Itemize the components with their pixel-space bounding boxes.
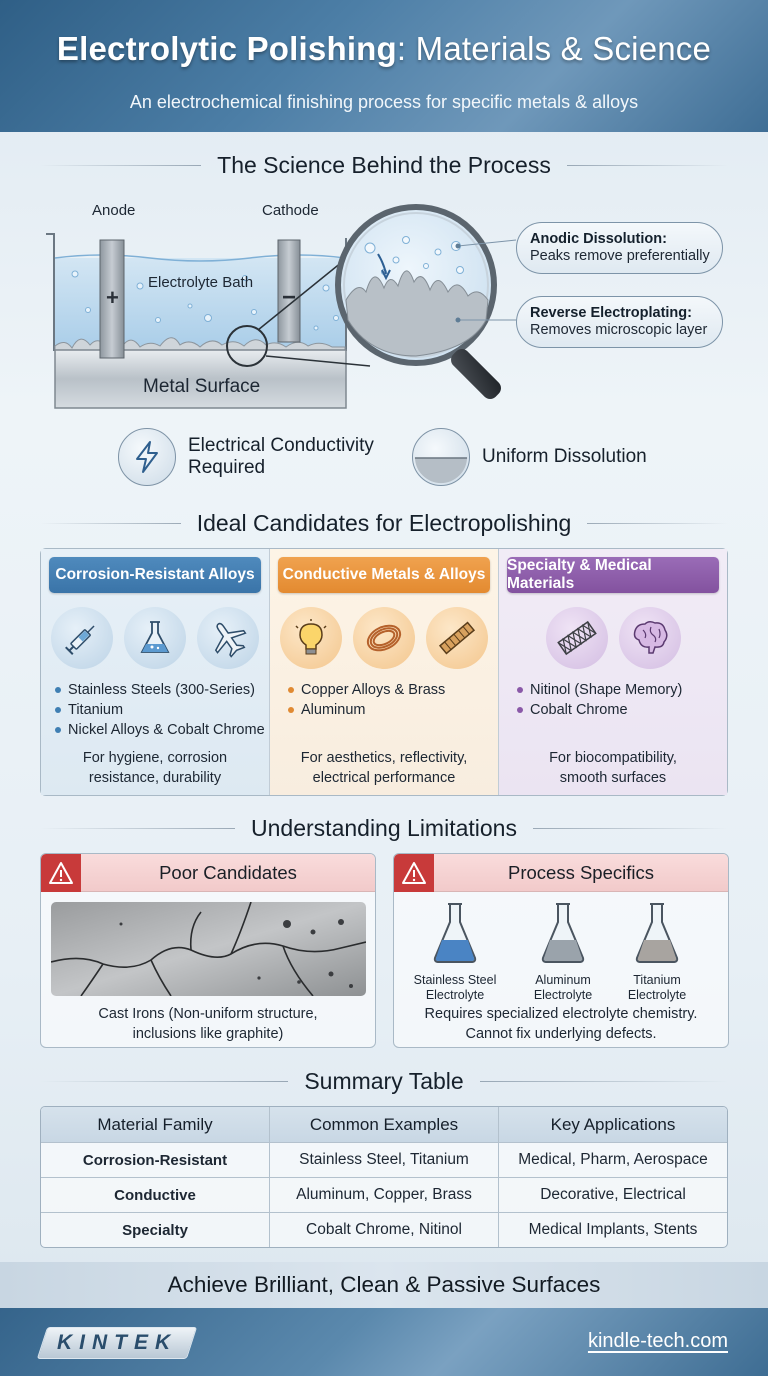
list-item: Nickel Alloys & Cobalt Chrome xyxy=(55,720,265,740)
warning-icon xyxy=(41,854,81,892)
anodic-dissolution-callout xyxy=(516,222,723,274)
electrolyte-bath-label: Electrolyte Bath xyxy=(148,274,254,291)
limitations-heading-text: Understanding Limitations xyxy=(251,814,517,841)
corrosion-resistant-footer xyxy=(41,748,269,788)
table-header-row xyxy=(41,1107,727,1142)
list-item: Titanium xyxy=(55,700,265,720)
title-bold: Electrolytic Polishing xyxy=(56,30,397,67)
airplane-icon xyxy=(197,607,259,669)
corrosion-resistant-title: Corrosion-Resistant Alloys xyxy=(49,557,261,593)
website-link[interactable]: kindle-tech.com xyxy=(587,1330,728,1352)
process-specifics-panel xyxy=(393,853,729,1048)
science-heading-text: The Science Behind the Process xyxy=(217,151,551,178)
table-row xyxy=(41,1212,727,1247)
flask-icon xyxy=(632,900,682,966)
flask-label: Stainless Steel xyxy=(413,973,497,987)
conductivity-feature xyxy=(118,428,374,486)
page-title xyxy=(0,30,768,68)
flask-label: Aluminum xyxy=(535,973,591,987)
flask-label: Electrolyte xyxy=(533,988,593,1002)
page-subtitle: An electrochemical finishing process for specific metals & alloys xyxy=(129,92,639,112)
anode-plus-sign: + xyxy=(106,285,119,310)
callout-desc: Peaks remove preferentially xyxy=(530,248,710,264)
list-item: Cobalt Chrome xyxy=(517,700,682,720)
anode-label: Anode xyxy=(92,202,136,219)
summary-heading-text: Summary Table xyxy=(304,1067,464,1094)
table-row xyxy=(41,1177,727,1212)
table-header-cell: Common Examples xyxy=(269,1107,498,1142)
summary-heading xyxy=(40,1066,728,1096)
footer-line: Cannot fix underlying defects. xyxy=(465,1026,657,1042)
footer-line: resistance, durability xyxy=(88,770,222,786)
flask-label: Titanium xyxy=(633,973,681,987)
specialty-title: Specialty & Medical Materials xyxy=(507,557,719,593)
list-item: Aluminum xyxy=(288,700,445,720)
uniform-dissolution-feature xyxy=(412,428,647,486)
flask-icon xyxy=(538,900,588,966)
footer-line: For hygiene, corrosion xyxy=(82,750,228,766)
footer-line: electrical performance xyxy=(312,770,456,786)
table-cell: Corrosion-Resistant xyxy=(82,1151,228,1169)
table-cell: Aluminum, Copper, Brass xyxy=(269,1178,498,1212)
list-item: Stainless Steels (300-Series) xyxy=(55,680,265,700)
limitations-heading xyxy=(40,813,728,843)
brain-icon xyxy=(619,607,681,669)
callout-title: Anodic Dissolution: xyxy=(530,231,667,247)
process-specifics-footer xyxy=(394,1004,728,1044)
feature-line: Electrical Conductivity xyxy=(188,435,374,456)
footer-line: inclusions like graphite) xyxy=(132,1026,284,1042)
table-cell: Decorative, Electrical xyxy=(498,1178,727,1212)
list-item: Copper Alloys & Brass xyxy=(288,680,445,700)
footer-line: For aesthetics, reflectivity, xyxy=(300,750,468,766)
summary-table xyxy=(40,1106,728,1248)
specialty-column xyxy=(499,549,727,795)
callout-desc: Removes microscopic layer xyxy=(530,322,708,338)
cathode-label: Cathode xyxy=(262,202,319,219)
kintek-logo[interactable] xyxy=(37,1327,197,1359)
title-rest: : Materials & Science xyxy=(396,30,712,67)
syringe-icon xyxy=(51,607,113,669)
process-specifics-header xyxy=(394,854,728,892)
conductive-column xyxy=(270,549,499,795)
metal-surface-label: Metal Surface xyxy=(143,376,261,397)
lightning-icon xyxy=(118,428,176,486)
poor-candidates-header xyxy=(41,854,375,892)
specialty-list xyxy=(517,680,682,720)
footer-line: smooth surfaces xyxy=(559,770,667,786)
table-cell: Medical Implants, Stents xyxy=(498,1213,727,1247)
process-specifics-title: Process Specifics xyxy=(508,862,654,883)
footer xyxy=(0,1308,768,1376)
footer-line: Cast Irons (Non-uniform structure, xyxy=(98,1006,318,1022)
table-row xyxy=(41,1142,727,1177)
corrosion-resistant-column xyxy=(41,549,270,795)
logo-text: KINTEK xyxy=(56,1331,178,1354)
table-header-cell: Material Family xyxy=(97,1114,213,1134)
conductivity-text xyxy=(188,435,374,479)
warning-icon xyxy=(394,854,434,892)
uniform-dissolution-icon xyxy=(412,428,470,486)
copper-coil-icon xyxy=(353,607,415,669)
uniform-dissolution-text: Uniform Dissolution xyxy=(482,446,647,467)
tagline-banner: Achieve Brilliant, Clean & Passive Surfaces xyxy=(0,1262,768,1308)
cast-iron-texture-image xyxy=(51,902,366,996)
table-cell: Stainless Steel, Titanium xyxy=(269,1143,498,1177)
poor-candidates-title: Poor Candidates xyxy=(159,862,297,883)
table-header-cell: Key Applications xyxy=(498,1107,727,1142)
corrosion-resistant-list xyxy=(55,680,265,740)
table-cell: Specialty xyxy=(122,1221,188,1239)
table-cell: Medical, Pharm, Aerospace xyxy=(498,1143,727,1177)
flask-icon xyxy=(430,900,480,966)
specialty-footer xyxy=(499,748,727,788)
flask-label: Electrolyte xyxy=(627,988,687,1002)
science-heading xyxy=(40,150,728,180)
conductive-footer xyxy=(270,748,498,788)
candidates-heading-text: Ideal Candidates for Electropolishing xyxy=(196,509,572,536)
candidates-heading xyxy=(40,508,728,538)
feature-line: Required xyxy=(188,457,266,478)
busbar-icon xyxy=(426,607,488,669)
table-cell: Conductive xyxy=(114,1186,196,1204)
conductive-list xyxy=(288,680,445,720)
reverse-electroplating-callout xyxy=(516,296,723,348)
list-item: Nitinol (Shape Memory) xyxy=(517,680,682,700)
stent-icon xyxy=(546,607,608,669)
table-cell: Cobalt Chrome, Nitinol xyxy=(269,1213,498,1247)
titanium-electrolyte-flask xyxy=(612,900,702,1003)
conductive-title: Conductive Metals & Alloys xyxy=(278,557,490,593)
footer-line: Requires specialized electrolyte chemistry. xyxy=(424,1006,698,1022)
aluminum-electrolyte-flask xyxy=(518,900,608,1003)
poor-candidates-panel xyxy=(40,853,376,1048)
lightbulb-icon xyxy=(280,607,342,669)
flask-icon xyxy=(124,607,186,669)
stainless-electrolyte-flask xyxy=(410,900,500,1003)
candidates-panel xyxy=(40,548,728,796)
poor-candidates-footer xyxy=(41,1004,375,1044)
callout-title: Reverse Electroplating: xyxy=(530,305,692,321)
flask-label: Electrolyte xyxy=(425,988,485,1002)
header-banner xyxy=(0,0,768,132)
footer-line: For biocompatibility, xyxy=(549,750,677,766)
cathode-minus-sign: − xyxy=(282,284,297,311)
